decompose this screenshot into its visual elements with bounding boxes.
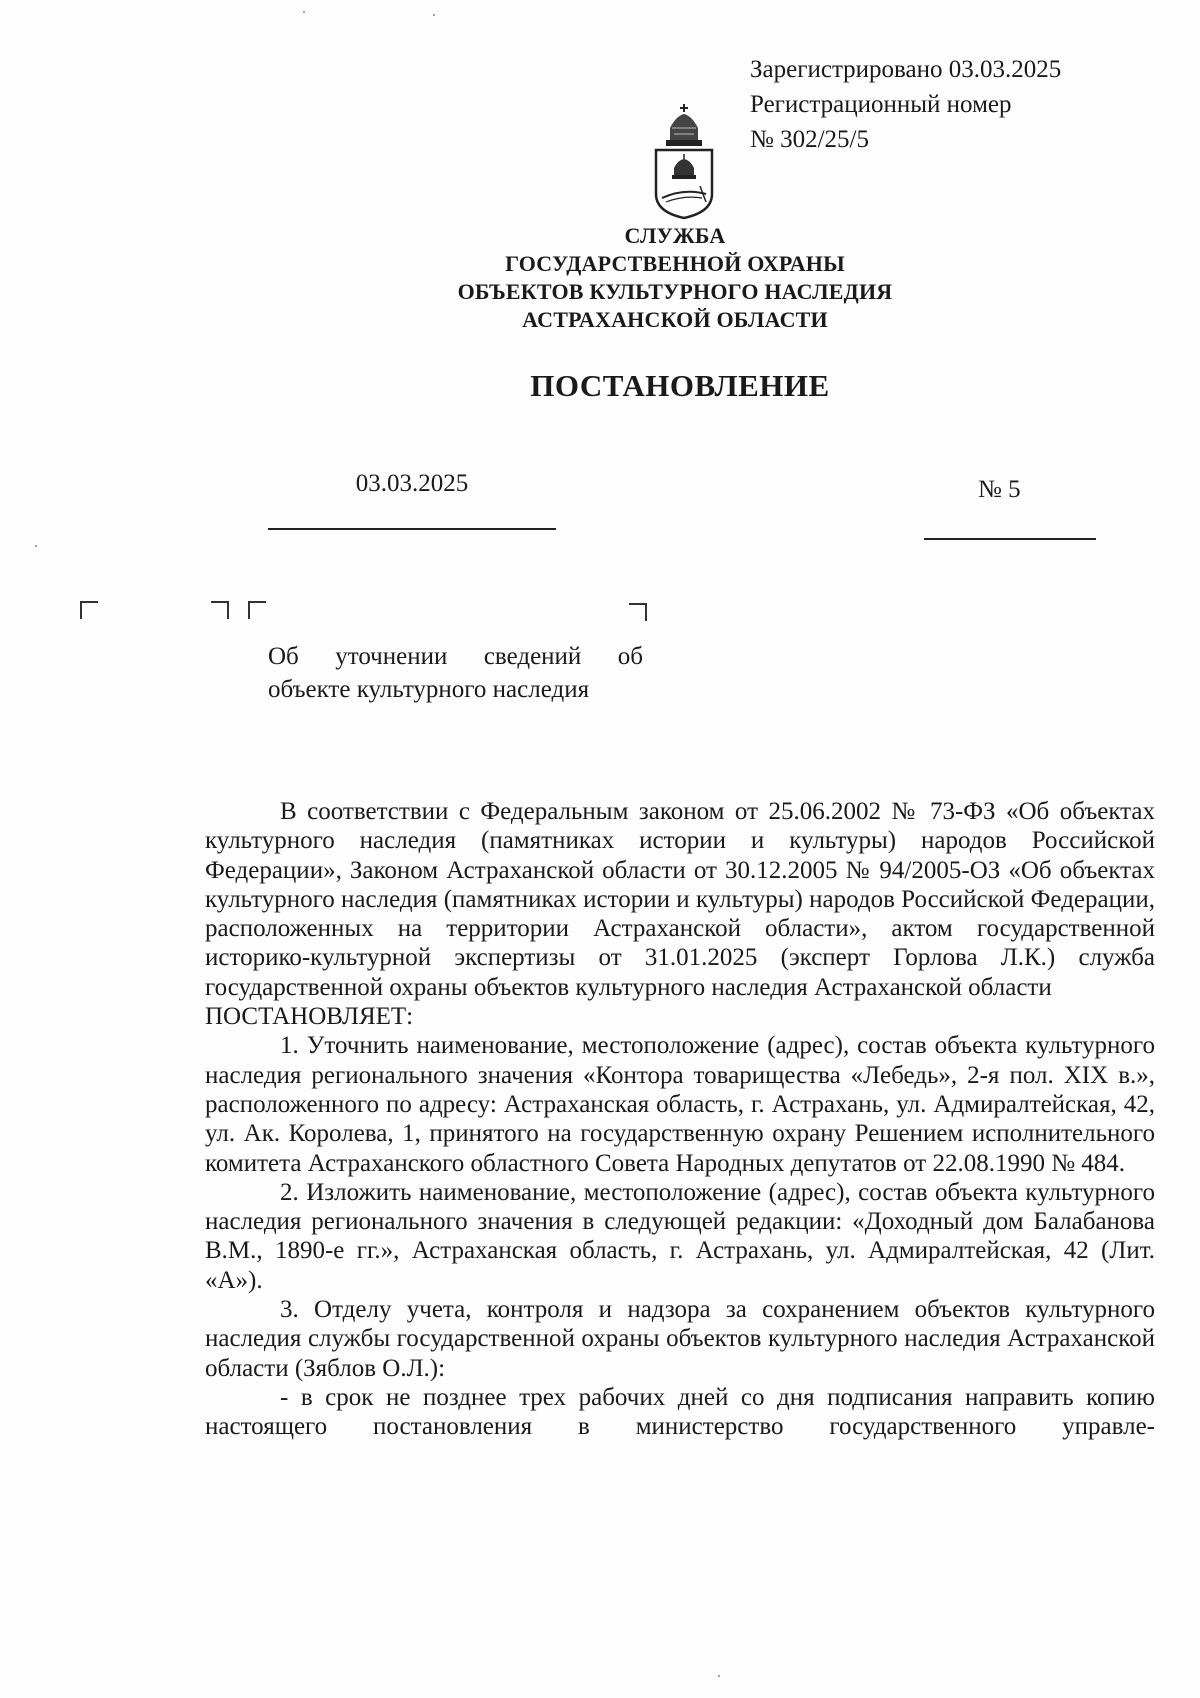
document-title: ПОСТАНОВЛЕНИЕ xyxy=(530,368,830,403)
corner-mark-top-left xyxy=(248,601,266,619)
item-3-subitem-paragraph: - в срок не позднее трех рабочих дней со дня подписания направить копию настоящего постановления в министерство государственного управле- xyxy=(205,1383,1155,1441)
subject-line-2: объекте культурного наследия xyxy=(268,676,590,703)
subject-line-1: Об уточнении сведений об xyxy=(268,643,643,670)
date-underline xyxy=(268,528,556,530)
document-body xyxy=(205,797,1155,1442)
registration-date: Зарегистрировано 03.03.2025 xyxy=(750,56,1062,83)
registration-number-label: Регистрационный номер xyxy=(750,91,1012,118)
resolves-heading: ПОСТАНОВЛЯЕТ: xyxy=(205,1003,414,1031)
registration-number: № 302/25/5 xyxy=(750,126,869,153)
preamble-paragraph: В соответствии с Федеральным законом от 25.06.2002 № 73-ФЗ «Об объектах культурного наследия (памятниках истории и культуры) народов Российской Федерации», Законом Астраханской области от 30.12.2005 № 94/2005-ОЗ «Об объектах культурного наследия (памятниках истории и культуры) народов Российской Федерации, расположенных на территории Астраханской области», актом государственной историко-культурной экспертизы от 31.01.2025 (эксперт Горлова Л.К.) служба государственной охраны объектов культурного наследия Астраханской области xyxy=(205,798,1155,1001)
corner-mark-top-right xyxy=(211,601,229,619)
authority-line-4: АСТРАХАНСКОЙ ОБЛАСТИ xyxy=(522,307,828,332)
scan-speck xyxy=(433,14,435,16)
item-3-paragraph: 3. Отделу учета, контроля и надзора за сохранением объектов культурного наследия службы государственной охраны объектов культурного наследия Астраханской области (Зяблов О.Л.): xyxy=(205,1296,1155,1382)
document-number: № 5 xyxy=(978,476,1021,503)
registration-stamp xyxy=(750,52,1061,157)
document-date: 03.03.2025 xyxy=(355,470,469,497)
document-subject xyxy=(268,640,643,706)
item-2-paragraph: 2. Изложить наименование, местоположение (адрес), состав объекта культурного наследия регионального значения в следующей редакции: «Доходный дом Балабанова В.М., 1890-е гг.», Астраханская область, г. Астрахань, ул. Адмиралтейская, 42 (Лит. «А»). xyxy=(205,1178,1155,1294)
corner-mark-top-right xyxy=(629,603,647,621)
authority-line-1: СЛУЖБА xyxy=(624,223,726,248)
scan-speck xyxy=(35,545,37,547)
corner-mark-top-left xyxy=(80,601,98,619)
issuing-authority xyxy=(390,222,960,334)
authority-line-2: ГОСУДАРСТВЕННОЙ ОХРАНЫ xyxy=(505,251,845,276)
number-underline xyxy=(924,538,1096,540)
scan-speck xyxy=(718,1675,720,1677)
item-1-paragraph: 1. Уточнить наименование, местоположение (адрес), состав объекта культурного наследия регионального значения «Контора товарищества «Лебедь», 2-я пол. XIX в.», расположенного по адресу: Астраханская область, г. Астрахань, ул. Адмиралтейская, 42, ул. Ак. Королева, 1, принятого на государственную охрану Решением исполнительного комитета Астраханского областного Совета Народных депутатов от 22.08.1990 № 484. xyxy=(205,1032,1155,1177)
scan-speck xyxy=(303,11,305,13)
authority-line-3: ОБЪЕКТОВ КУЛЬТУРНОГО НАСЛЕДИЯ xyxy=(457,279,893,304)
astrakhan-coat-of-arms-icon xyxy=(648,102,720,220)
